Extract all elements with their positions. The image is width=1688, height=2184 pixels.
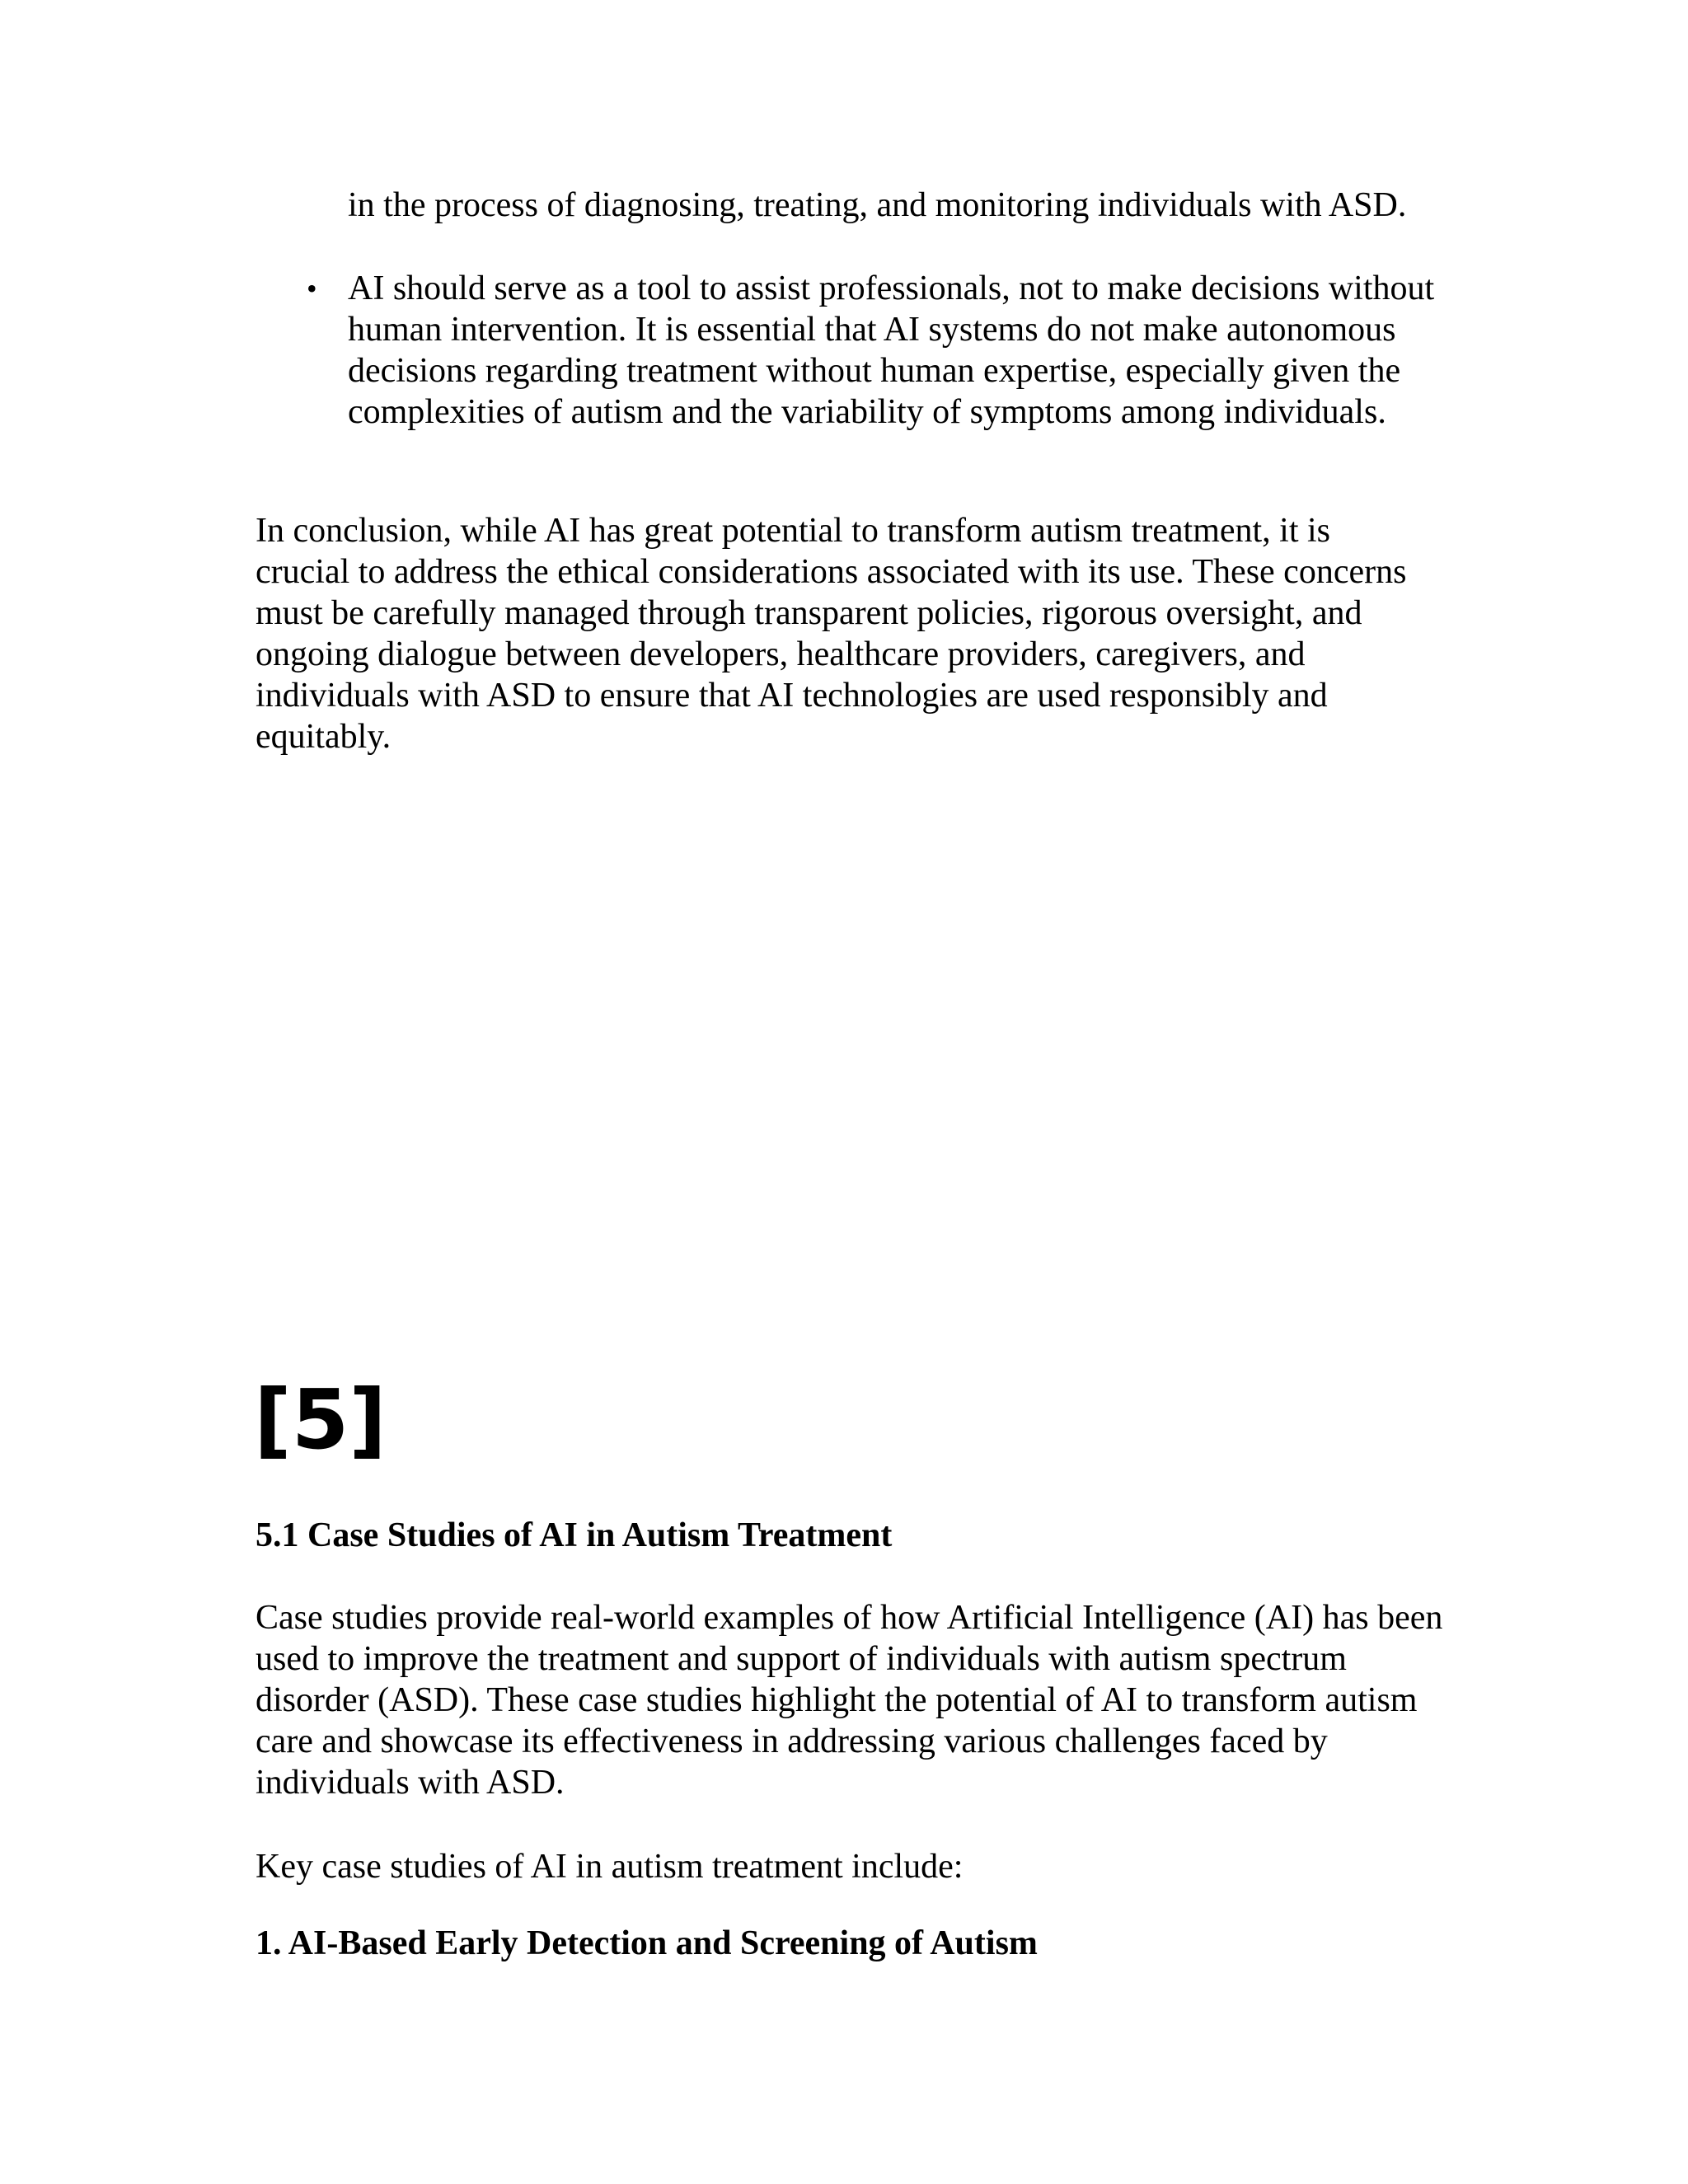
conclusion-paragraph: In conclusion, while AI has great potential to transform autism treatment, it is crucial to address the ethical considerations associated with its use. These concerns must be carefully managed through transparent policies, rigorous oversight, and ongoing dialogue between developers, healthcare providers, caregivers, and individuals with ASD to ensure that AI technologies are used responsibly and equitably. [256, 512, 1407, 756]
subheading-early-detection: 1. AI-Based Early Detection and Screening of Autism [256, 1924, 1038, 1962]
reference-marker: [5] [254, 1371, 387, 1468]
section-heading: 5.1 Case Studies of AI in Autism Treatment [256, 1516, 893, 1554]
bullet-item-text: AI should serve as a tool to assist professionals, not to make decisions without human intervention. It is essential that AI systems do not make autonomous decisions regarding treatment without human expertise, especially given the complexities of autism and the variability of symptoms among individuals. [348, 269, 1435, 431]
case-studies-paragraph: Case studies provide real-world examples of how Artificial Intelligence (AI) has been used to improve the treatment and support of individuals with autism spectrum disorder (ASD). These case studies highlight the potential of AI to transform autism care and showcase its effectiveness in addressing various challenges faced by individuals with ASD. [256, 1599, 1443, 1802]
bullet-continuation-text: in the process of diagnosing, treating, and monitoring individuals with ASD. [348, 186, 1407, 224]
bullet-marker: • [307, 272, 317, 305]
key-case-studies-intro: Key case studies of AI in autism treatment include: [256, 1848, 964, 1886]
